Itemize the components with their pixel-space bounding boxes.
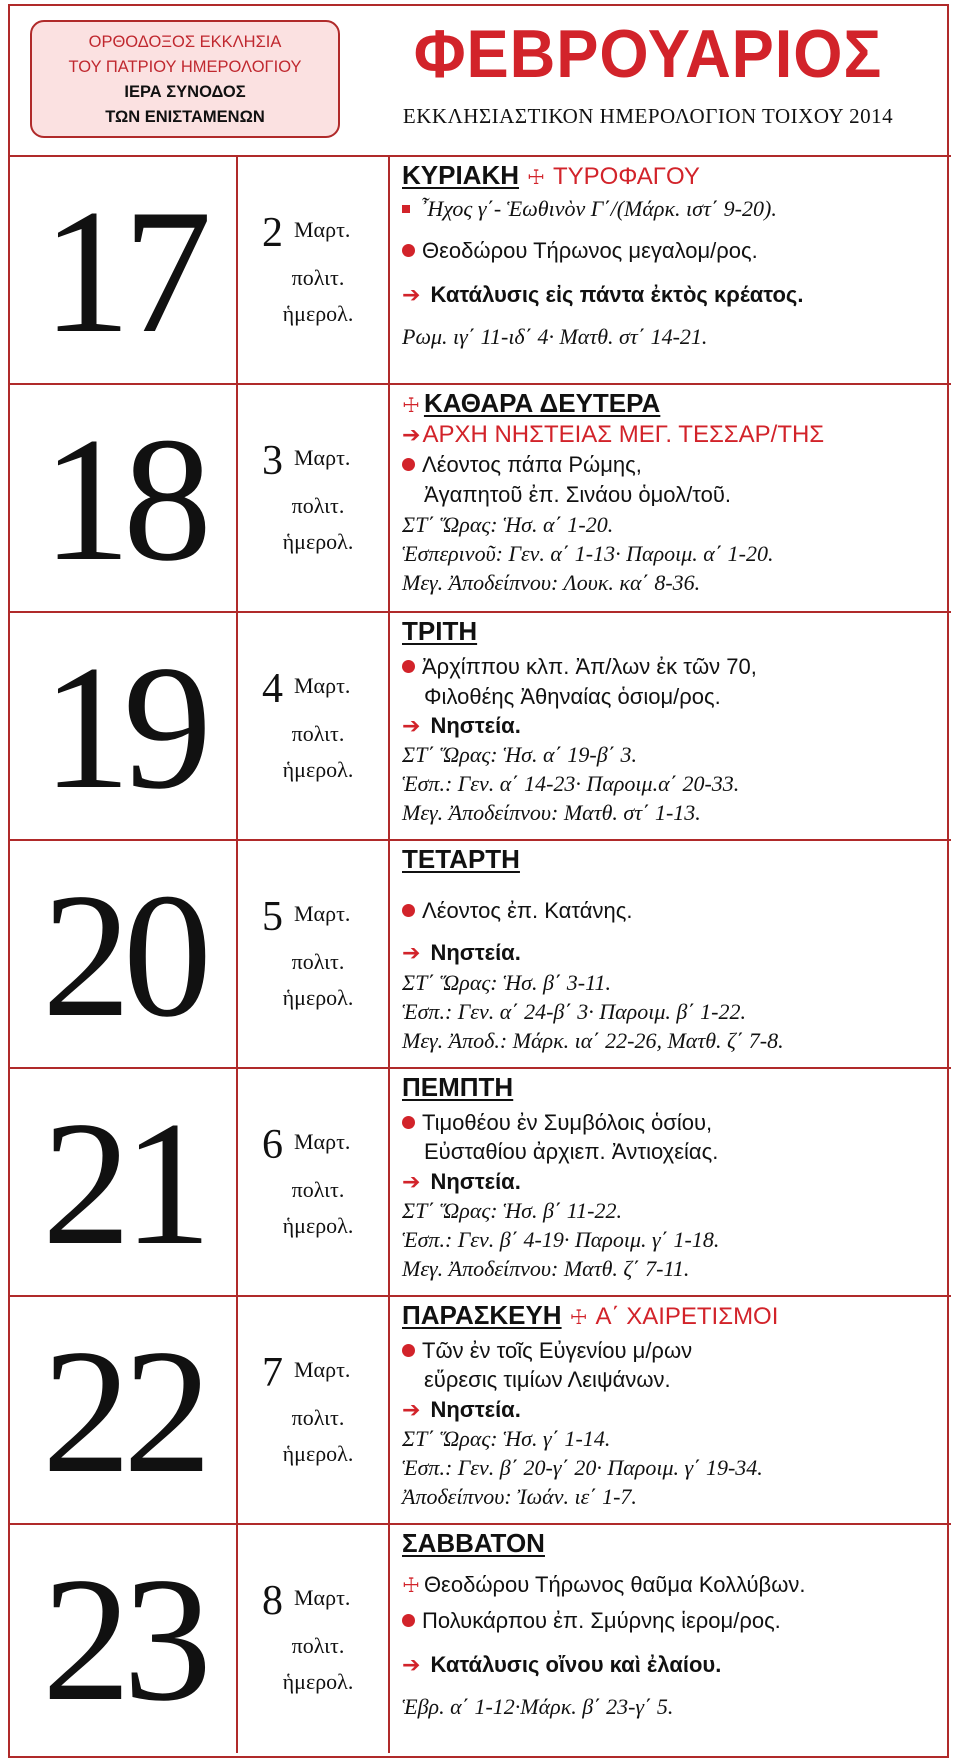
day-number: 18	[10, 385, 238, 611]
julian-line-2: πολιτ.	[291, 721, 345, 746]
month-title: ΦΕΒΡΟΥΑΡΙΟΣ	[413, 16, 883, 92]
cross-icon: ☩	[527, 165, 545, 189]
day-content	[402, 1297, 945, 1523]
day-number: 21	[10, 1069, 238, 1295]
calendar-page	[8, 4, 949, 1758]
saint-line: Θεοδώρου Τήρωνος θαῦμα Κολλύβων.	[423, 1572, 806, 1597]
julian-line-2: πολιτ.	[291, 1177, 345, 1202]
julian-line-3: ἡμερολ.	[282, 757, 354, 782]
church-line-1: ΟΡΘΟΔΟΞΟΣ ΕΚΚΛΗΣΙΑ	[88, 33, 282, 51]
day-name: ΚΥΡΙΑΚΗ	[402, 160, 520, 190]
arrow-icon: ➔	[402, 1653, 421, 1678]
fasting-line: Νηστεία.	[430, 940, 521, 965]
saint-line: Ἀγαπητοῦ ἐπ. Σινάου ὁμολ/τοῦ.	[424, 482, 731, 507]
day-number: 23	[10, 1525, 238, 1753]
julian-day: 4	[262, 666, 283, 712]
feast-title: Α΄ ΧΑΙΡΕΤΙΣΜΟΙ	[595, 1303, 779, 1330]
saint-line: Τῶν ἐν τοῖς Εὐγενίου μ/ρων	[422, 1338, 693, 1363]
day-content	[402, 157, 945, 383]
julian-line-3: ἡμερολ.	[282, 985, 354, 1010]
day-name: ΚΑΘΑΡΑ ΔΕΥΤΕΡΑ	[423, 388, 661, 418]
fasting-line: Κατάλυσις οἴνου καὶ ἐλαίου.	[430, 1652, 722, 1677]
church-line-2: ΤΟΥ ΠΑΤΡΙΟΥ ΗΜΕΡΟΛΟΓΙΟΥ	[68, 58, 302, 76]
saint-bullet-icon	[402, 1116, 415, 1129]
saint-bullet-icon	[402, 904, 415, 917]
saint-bullet-icon	[402, 1344, 415, 1357]
reading-line: Μεγ. Ἀποδείπνου: Λουκ. κα΄ 8-36.	[402, 570, 701, 595]
calendar-subtitle: ΕΚΚΛΗΣΙΑΣΤΙΚΟΝ ΗΜΕΡΟΛΟΓΙΟΝ ΤΟΙΧΟΥ 2014	[402, 104, 894, 128]
arrow-icon: ➔	[402, 714, 421, 739]
day-number: 22	[10, 1297, 238, 1523]
reading-line: Ἑσπ.: Γεν. α΄ 24-β΄ 3· Παροιμ. β΄ 1-22.	[402, 999, 746, 1024]
julian-day: 3	[262, 438, 283, 484]
day-number: 19	[10, 613, 238, 839]
day-content	[402, 385, 945, 611]
day-content	[402, 1525, 945, 1753]
church-label-box	[30, 20, 340, 138]
julian-date	[238, 1525, 390, 1753]
saint-bullet-icon	[402, 1614, 415, 1627]
julian-line-2: πολιτ.	[291, 493, 345, 518]
day-name: ΤΕΤΑΡΤΗ	[402, 844, 520, 874]
day-content	[402, 1069, 945, 1295]
day-number: 20	[10, 841, 238, 1067]
day-name: ΣΑΒΒΑΤΟΝ	[402, 1528, 545, 1558]
calendar-header	[10, 6, 951, 157]
cross-icon: ☩	[569, 1305, 588, 1329]
julian-date	[238, 613, 390, 839]
day-row-18	[10, 385, 951, 613]
day-row-21	[10, 1069, 951, 1297]
julian-line-2: πολιτ.	[291, 1405, 345, 1430]
julian-month: Μαρτ.	[294, 1357, 351, 1382]
reading-line: Μεγ. Ἀποδ.: Μάρκ. ια΄ 22-26, Ματθ. ζ΄ 7-8.	[402, 1028, 784, 1053]
day-row-22	[10, 1297, 951, 1525]
julian-line-3: ἡμερολ.	[282, 1669, 354, 1694]
julian-line-3: ἡμερολ.	[282, 301, 354, 326]
day-row-17	[10, 157, 951, 385]
julian-day: 7	[262, 1350, 283, 1396]
reading-line: Ἑσπ.: Γεν. β΄ 20-γ΄ 20· Παροιμ. γ΄ 19-34.	[402, 1455, 763, 1480]
fasting-line: Κατάλυσις εἰς πάντα ἐκτὸς κρέατος.	[430, 282, 804, 307]
day-row-19	[10, 613, 951, 841]
cross-icon: ☩	[402, 393, 420, 417]
arrow-icon: ➔	[402, 941, 421, 966]
reading-line: ΣΤ΄ Ὥρας: Ἡσ. α΄ 1-20.	[402, 512, 614, 537]
reading-line: ΣΤ΄ Ὥρας: Ἡσ. β΄ 3-11.	[402, 970, 611, 995]
day-row-20	[10, 841, 951, 1069]
julian-month: Μαρτ.	[294, 673, 351, 698]
reading-line: Μεγ. Ἀποδείπνου: Ματθ. ζ΄ 7-11.	[402, 1256, 690, 1281]
saint-bullet-icon	[402, 458, 415, 471]
julian-line-3: ἡμερολ.	[282, 1213, 354, 1238]
day-name: ΤΡΙΤΗ	[402, 616, 478, 646]
julian-line-2: πολιτ.	[291, 949, 345, 974]
day-number: 17	[10, 157, 238, 383]
julian-date	[238, 1069, 390, 1295]
day-name: ΠΕΜΠΤΗ	[402, 1072, 514, 1102]
feast-title: ΤΥΡΟΦΑΓΟΥ	[552, 163, 700, 190]
julian-day: 2	[262, 210, 283, 256]
arrow-icon: ➔	[402, 283, 421, 308]
saint-line: εὕρεσις τιμίων Λειψάνων.	[424, 1367, 671, 1392]
fasting-line: Νηστεία.	[430, 1397, 521, 1422]
saint-line: Λέοντος πάπα Ρώμης,	[422, 452, 642, 477]
saint-line: Εὐσταθίου ἀρχιεπ. Ἀντιοχείας.	[424, 1139, 719, 1164]
julian-day: 8	[262, 1578, 283, 1624]
julian-date	[238, 841, 390, 1067]
julian-day: 5	[262, 894, 283, 940]
reading-line: Ἀποδείπνου: Ἰωάν. ιε΄ 1-7.	[402, 1484, 637, 1509]
julian-month: Μαρτ.	[294, 1129, 351, 1154]
julian-month: Μαρτ.	[294, 445, 351, 470]
saint-bullet-icon	[402, 244, 415, 257]
church-line-4: ΤΩΝ ΕΝΙΣΤΑΜΕΝΩΝ	[105, 108, 265, 126]
reading-line: ΣΤ΄ Ὥρας: Ἡσ. α΄ 19-β΄ 3.	[402, 742, 637, 767]
julian-date	[238, 157, 390, 383]
saint-line: Τιμοθέου ἐν Συμβόλοις ὁσίου,	[422, 1110, 713, 1135]
julian-date	[238, 1297, 390, 1523]
julian-line-2: πολιτ.	[291, 1633, 345, 1658]
saint-bullet-icon	[402, 660, 415, 673]
arrow-icon: ➔	[402, 1170, 421, 1195]
julian-month: Μαρτ.	[294, 901, 351, 926]
day-content	[402, 841, 945, 1067]
fasting-line: Νηστεία.	[430, 1169, 521, 1194]
fast-start-line: ΑΡΧΗ ΝΗΣΤΕΙΑΣ ΜΕΓ. ΤΕΣΣΑΡ/ΤΗΣ	[422, 421, 825, 448]
saint-line: Φιλοθέης Ἀθηναίας ὁσιομ/ρος.	[424, 684, 721, 709]
julian-day: 6	[262, 1122, 283, 1168]
arrow-icon: ➔	[402, 423, 421, 448]
reading-line: ῏Ηχος γ΄- Ἑωθινὸν Γ΄/(Μάρκ. ιστ΄ 9-20).	[420, 196, 777, 221]
cross-icon: ☩	[402, 1573, 420, 1597]
julian-line-2: πολιτ.	[291, 265, 345, 290]
julian-date	[238, 385, 390, 611]
julian-line-3: ἡμερολ.	[282, 529, 354, 554]
julian-month: Μαρτ.	[294, 217, 351, 242]
reading-line: Ἑβρ. α΄ 1-12·Μάρκ. β΄ 23-γ΄ 5.	[402, 1694, 674, 1719]
saint-line: Θεοδώρου Τήρωνος μεγαλομ/ρος.	[422, 238, 758, 263]
arrow-icon: ➔	[402, 1398, 421, 1423]
saint-line: Ἀρχίππου κλπ. Ἀπ/λων ἐκ τῶν 70,	[422, 654, 757, 679]
square-bullet-icon	[402, 205, 410, 213]
church-line-3: ΙΕΡΑ ΣΥΝΟΔΟΣ	[124, 83, 246, 101]
reading-line: Μεγ. Ἀποδείπνου: Ματθ. στ΄ 1-13.	[402, 800, 701, 825]
reading-line: ΣΤ΄ Ὥρας: Ἡσ. γ΄ 1-14.	[402, 1426, 611, 1451]
julian-line-3: ἡμερολ.	[282, 1441, 354, 1466]
saint-line: Λέοντος ἐπ. Κατάνης.	[422, 898, 633, 923]
day-row-23	[10, 1525, 951, 1753]
day-content	[402, 613, 945, 839]
julian-month: Μαρτ.	[294, 1585, 351, 1610]
reading-line: Ἑσπ.: Γεν. α΄ 14-23· Παροιμ.α΄ 20-33.	[402, 771, 740, 796]
reading-line: ΣΤ΄ Ὥρας: Ἡσ. β΄ 11-22.	[402, 1198, 622, 1223]
reading-line: Ἑσπ.: Γεν. β΄ 4-19· Παροιμ. γ΄ 1-18.	[402, 1227, 720, 1252]
saint-line: Πολυκάρπου ἐπ. Σμύρνης ἱερομ/ρος.	[422, 1608, 781, 1633]
fasting-line: Νηστεία.	[430, 713, 521, 738]
reading-line: Ρωμ. ιγ΄ 11-ιδ΄ 4· Ματθ. στ΄ 14-21.	[402, 324, 708, 349]
reading-line: Ἑσπερινοῦ: Γεν. α΄ 1-13· Παροιμ. α΄ 1-20.	[402, 541, 774, 566]
day-name: ΠΑΡΑΣΚΕΥΗ	[402, 1300, 562, 1330]
